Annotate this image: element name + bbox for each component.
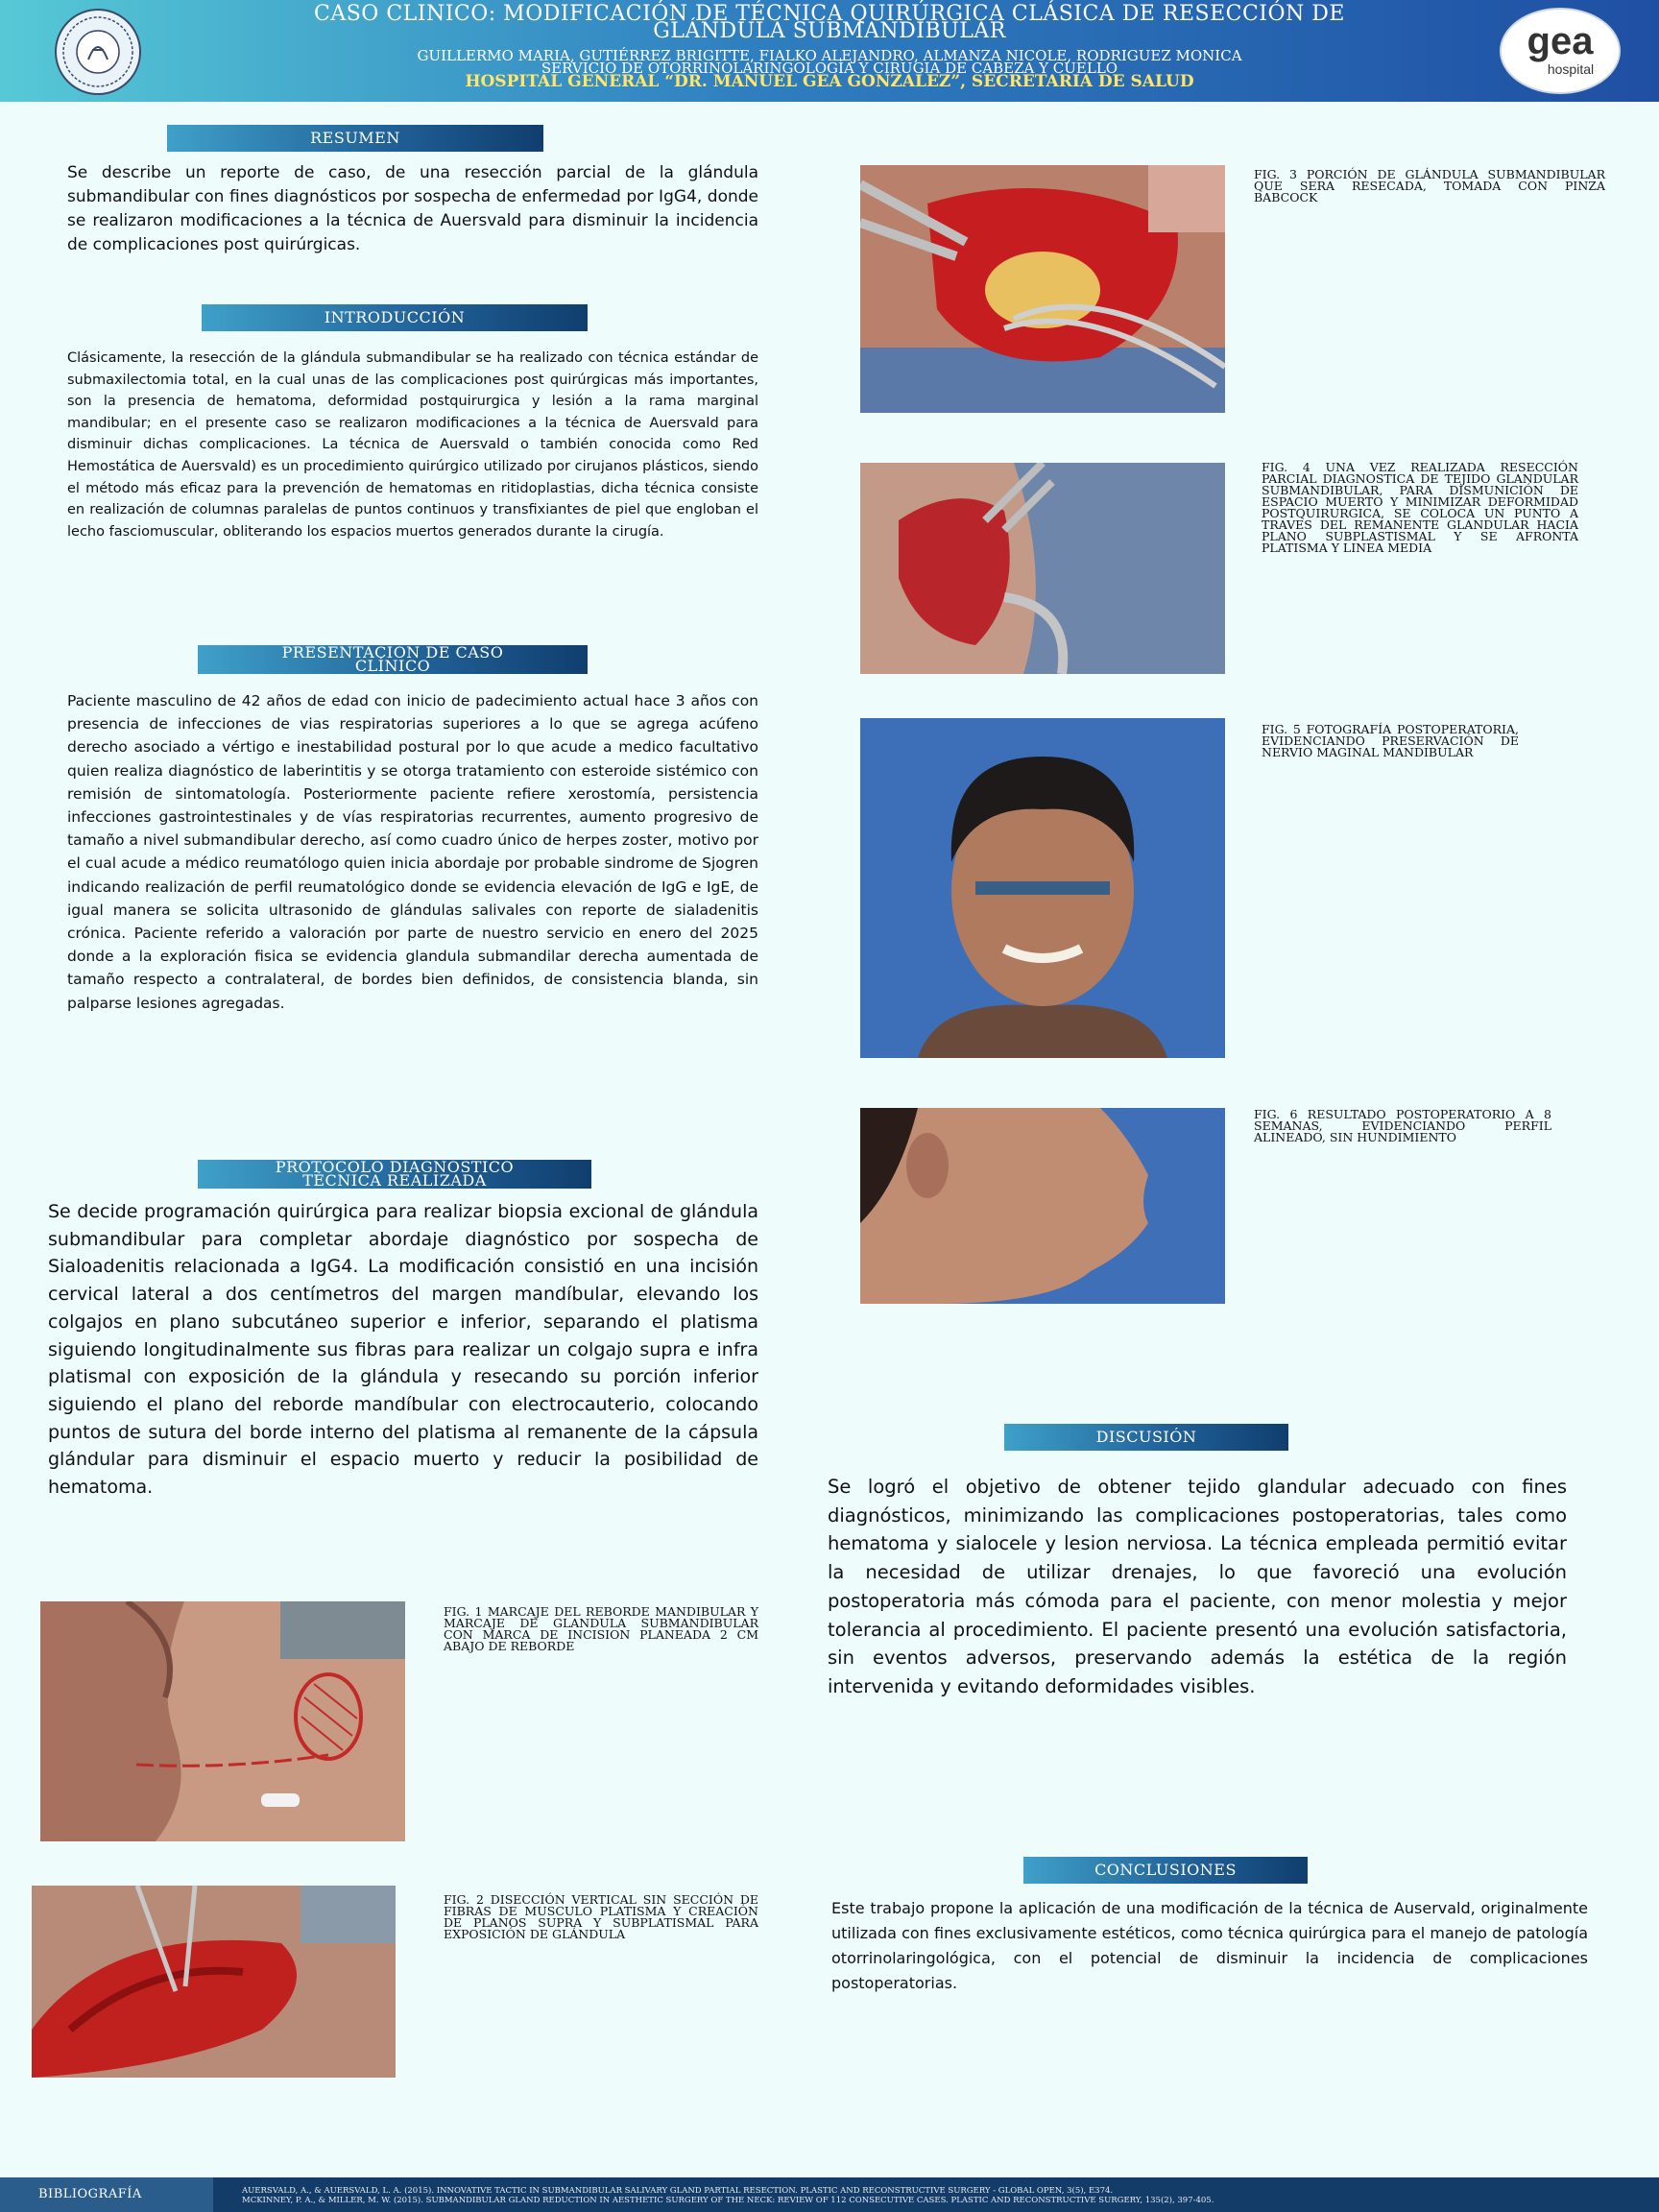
reference-2: MCKINNEY, P. A., & MILLER, M. W. (2015). SUBMANDIBULAR GLAND REDUCTION IN AESTHETIC SURGERY OF THE NECK: REVIEW OF 112 CONSECUTIVE CASES. PLASTIC AND RECONSTRUCTIVE SURGERY, 135(2), 397-405. — [242, 2196, 1214, 2205]
service-name: SERVICIO DE OTORRINOLARINGOLOGÍA Y CIRUGIA DE CABEZA Y CUELLO — [541, 60, 1118, 77]
protocolo-text: Se decide programación quirúrgica para realizar biopsia excional de glándula submandibular para completar abordaje diagnóstico por sospecha de Sialoadenitis relacionada a IgG4. La modificación consistió en una incisión cervical lateral a dos centímetros del margen mandíbular, elevando los colgajos en plano subcutáneo superior e inferior, separando el platisma siguiendo longitudinalmente sus fibras para realizar un colgajo supra e infra platismal con exposición de la glándula y resecando su porción inferior siguiendo el plano del reborde mandíbular con electrocauterio, colocando puntos de sutura del borde interno del platisma al remanente de la cápsula glándular para disminuir el espacio muerto y reducir la posibilidad de hematoma. — [48, 1201, 758, 1499]
discusion-text: Se logró el objetivo de obtener tejido glandular adecuado con fines diagnósticos, minimizando las complicaciones postoperatorias, tales como hematoma y sialocele y lesion nerviosa. La técnica empleada permitió evitar la necesidad de utilizar drenajes, lo que favoreció una evolución postoperatoria más cómoda para el paciente, con menor molestia y mejor tolerancia al procedimiento. El paciente presentó una evolución satisfactoria, sin eventos adversos, preservando además la estética de la región intervenida y evitando deformidades visibles. — [828, 1476, 1567, 1697]
fig5-caption: FIG. 5 FOTOGRAFÍA POSTOPERATORIA, EVIDENCIANDO PRESERVACIÓN DE NERVIO MAGINAL MANDIBULAR — [1262, 722, 1519, 759]
gea-hospital-logo — [1498, 6, 1623, 96]
fig1-caption: FIG. 1 MARCAJE DEL REBORDE MANDIBULAR Y MARCAJE DE GLANDULA SUBMANDIBULAR CON MARCA DE INCISION PLANEADA 2 CM ABAJO DE REBORDE — [444, 1604, 758, 1653]
fig3-caption: FIG. 3 PORCIÓN DE GLÁNDULA SUBMANDIBULAR QUE SERA RESECADA, TOMADA CON PINZA BABCOCK — [1254, 167, 1605, 204]
poster-title-line2: GLÁNDULA SUBMANDIBULAR — [653, 19, 1006, 43]
introduccion-text: Clásicamente, la resección de la glándula submandibular se ha realizado con técnica estándar de submaxilectomia total, en la cual unas de las complicaciones post quirúrgicas más importantes, son la presencia de hematoma, deformidad postquirurgica y lesión a la rama marginal mandibular; en el presente caso se realizaron modificaciones a la técnica de Auersvald para disminuir dichas complicaciones. La técnica de Auersvald o también conocida como Red Hemostática de Auersvald) es un procedimiento quirúrgico utilizado por cirujanos plásticos, siendo el método más eficaz para la prevención de hematomas en ritidoplastias, dicha técnica consiste en realización de columnas paralelas de puntos continuos y transfixiantes de piel que engloban el lecho fasciomuscular, obliterando los espacios muertos generados durante la cirugía. — [67, 350, 758, 540]
photo-gland-babcock — [860, 165, 1225, 413]
logo-word: gea — [1527, 20, 1594, 62]
poster-header — [0, 0, 1659, 102]
conclusiones-text: Este trabajo propone la aplicación de una modificación de la técnica de Auservald, originalmente utilizada con fines exclusivamente estéticos, como técnica quirúrgica para el manejo de patología otorrinolaringológica, con el potencial de disminuir la incidencia de complicaciones postoperatorias. — [831, 1899, 1588, 1992]
bibliography-refs — [242, 2186, 1214, 2205]
photo-retractor-wound — [860, 463, 1225, 674]
bibliography-footer — [0, 2177, 1659, 2212]
fig2-caption: FIG. 2 DISECCIÓN VERTICAL SIN SECCIÓN DE FIBRAS DE MUSCULO PLATISMA Y CREACIÓN DE PLANOS SUPRA Y SUBPLATISMAL PARA EXPOSICIÓN DE GLÁNDULA — [444, 1892, 758, 1941]
fig4-caption: FIG. 4 UNA VEZ REALIZADA RESECCIÓN PARCIAL DIAGNOSTICA DE TEJIDO GLANDULAR SUBMANDIBULAR, PARA DISMUNICIÓN DE ESPACIO MUERTO Y MINIMIZAR DEFORMIDAD POSTQUIRURGICA, SE COLOCA UN PUNTO A TRAVES DEL REMANENTE GLANDULAR HACIA PLANO SUBPLASTISMAL Y SE AFRONTA PLATISMA Y LINEA MEDIA — [1262, 460, 1578, 555]
photo-patient-frontal — [860, 718, 1225, 1058]
presentacion-text: Paciente masculino de 42 años de edad con inicio de padecimiento actual hace 3 años con presencia de infecciones de vias respiratorias superiores a lo que se agrega acúfeno derecho asociado a vértigo e inestabilidad postural por lo que acude a medico facultativo quien realiza diagnóstico de laberintitis y se otorga tratamiento con esteroide sistémico con remisión de sintomatología. Posteriormente paciente refiere xerostomía, persistencia infecciones gastrointestinales y de vías respiratorias recurrentes, aumento progresivo de tamaño a nivel submandibular derecho, así como cuadro único de herpes zoster, motivo por el cual acude a médico reumatólogo quien inicia abordaje por probable sindrome de Sjogren indicando realización de perfil reumatológico donde se evidencia elevación de IgG e IgE, de igual manera se solicita ultrasonido de glándulas salivales con reporte de sialadenitis crónica. Paciente referido a valoración por parte de nuestro servicio en enero del 2025 donde a la exploración fisica se evidencia glandula submandilar derecha aumentada de tamaño respecto a contralateral, de bordes bien definidos, de consistencia blanda, sin palparse lesiones agregadas. — [67, 692, 758, 1012]
photo-patient-profile — [860, 1108, 1225, 1304]
discusion-heading: DISCUSIÓN — [1004, 1424, 1288, 1451]
hospital-name: HOSPITAL GENERAL “DR. MANUEL GEA GONZALEZ”, SECRETARIA DE SALUD — [465, 72, 1194, 91]
logo-sub: hospital — [1547, 61, 1595, 77]
resumen-heading: RESUMEN — [167, 125, 543, 152]
conclusiones-heading: CONCLUSIONES — [1023, 1857, 1308, 1884]
photo-neck-marking — [40, 1601, 405, 1841]
presentacion-heading: PRESENTACIÓN DE CASO CLÍNICO — [198, 645, 588, 674]
introduccion-heading: INTRODUCCIÓN — [202, 304, 588, 331]
poster-title-line1: CASO CLINICO: MODIFICACIÓN DE TÉCNICA QUIRÚRGICA CLÁSICA DE RESECCIÓN DE — [314, 2, 1345, 26]
protocolo-heading: PROTOCOLO DIAGNOSTICO TÉCNICA REALIZADA — [198, 1160, 591, 1189]
bibliography-label: BIBLIOGRAFÍA — [0, 2177, 213, 2212]
authors: GUILLERMO MARIA, GUTIÉRREZ BRIGITTE, FIALKO ALEJANDRO, ALMANZA NICOLE, RODRIGUEZ MONICA — [417, 47, 1242, 64]
reference-1: AUERSVALD, A., & AUERSVALD, L. A. (2015). INNOVATIVE TACTIC IN SUBMANDIBULAR SALIVARY GLAND PARTIAL RESECTION. PLASTIC AND RECONSTRUCTIVE SURGERY - GLOBAL OPEN, 3(5), E374. — [242, 2186, 1114, 2196]
resumen-text: Se describe un reporte de caso, de una resección parcial de la glándula submandibular con fines diagnósticos por sospecha de enfermedad por IgG4, donde se realizaron modificaciones a la técnica de Auersvald para disminuir la incidencia de complicaciones post quirúrgicas. — [67, 163, 758, 254]
fig6-caption: FIG. 6 RESULTADO POSTOPERATORIO A 8 SEMANAS, EVIDENCIANDO PERFIL ALINEADO, SIN HUNDIMIENTO — [1254, 1107, 1551, 1144]
photo-surgical-dissection — [32, 1886, 396, 2078]
